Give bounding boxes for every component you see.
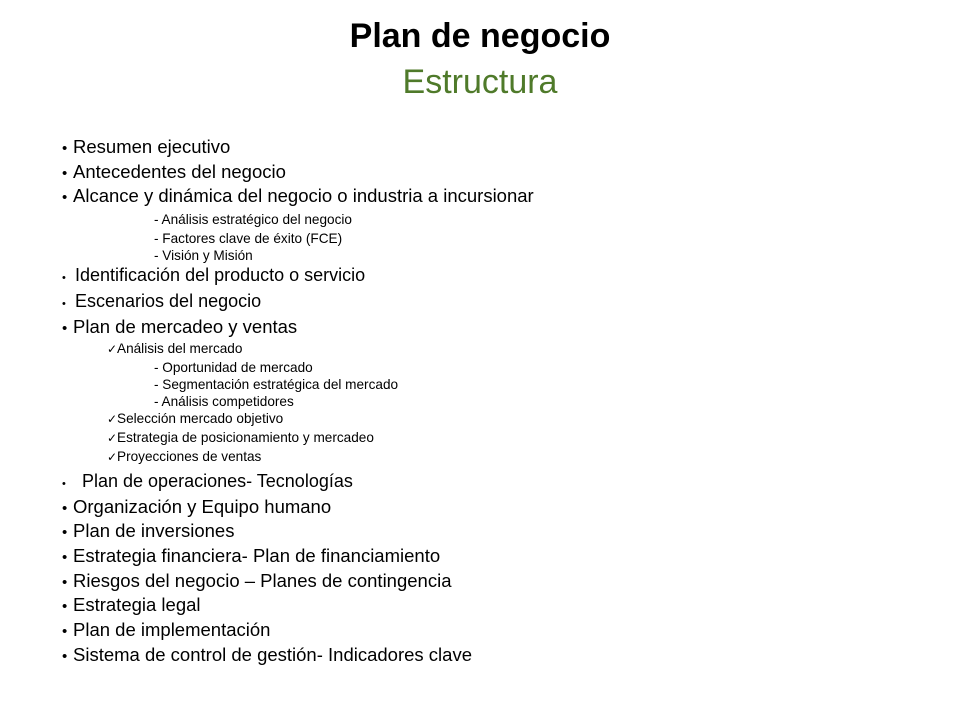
checklist-item-label: Estrategia de posicionamiento y mercadeo bbox=[117, 430, 374, 445]
list-item bbox=[62, 594, 922, 619]
bullet-icon: • bbox=[62, 164, 68, 182]
list-item bbox=[62, 185, 922, 210]
list-item-label: Riesgos del negocio – Planes de contingencia bbox=[73, 569, 452, 591]
checklist-item-label: Análisis del mercado bbox=[117, 341, 243, 357]
slide-subtitle: Estructura bbox=[402, 63, 558, 101]
list-item-label: Plan de inversiones bbox=[73, 520, 235, 542]
list-item bbox=[62, 644, 922, 669]
bullet-icon: • bbox=[62, 573, 68, 591]
bullet-icon: • bbox=[62, 189, 68, 207]
checkmark-icon: ✓ bbox=[107, 431, 118, 445]
list-item bbox=[62, 520, 922, 545]
list-item bbox=[62, 570, 922, 595]
checklist-item-label: Selección mercado objetivo bbox=[117, 411, 284, 427]
checkmark-icon: ✓ bbox=[107, 449, 118, 464]
bullet-icon: • bbox=[62, 477, 66, 490]
sub-item: - Factores clave de éxito (FCE) bbox=[154, 231, 343, 247]
list-item-label: Antecedentes del negocio bbox=[73, 160, 286, 182]
list-item bbox=[62, 264, 922, 290]
checklist-item-label: Proyecciones de ventas bbox=[117, 448, 262, 464]
bullet-icon: • bbox=[62, 524, 68, 542]
sub-item: - Oportunidad de mercado bbox=[154, 360, 313, 376]
checkmark-icon: ✓ bbox=[107, 342, 118, 357]
list-item-label: Sistema de control de gestión- Indicadores clave bbox=[73, 643, 472, 665]
outline-list bbox=[62, 136, 922, 669]
list-item-label: Resumen ejecutivo bbox=[73, 136, 231, 157]
list-item bbox=[62, 545, 922, 570]
bullet-icon: • bbox=[62, 319, 68, 337]
slide-title: Plan de negocio bbox=[349, 17, 611, 55]
checklist-item bbox=[62, 340, 922, 359]
bullet-icon: • bbox=[62, 499, 68, 517]
list-item-label: Identificación del producto o servicio bbox=[75, 264, 366, 285]
sub-item: - Análisis estratégico del negocio bbox=[154, 212, 352, 228]
list-item bbox=[62, 470, 922, 496]
list-item-label: Estrategia financiera- Plan de financiamiento bbox=[73, 545, 441, 566]
list-item bbox=[62, 496, 922, 521]
checklist-item bbox=[62, 429, 922, 448]
sub-item: - Visión y Misión bbox=[154, 248, 253, 264]
sub-item: - Segmentación estratégica del mercado bbox=[154, 377, 399, 393]
bullet-icon: • bbox=[62, 623, 68, 641]
list-item-label: Plan de mercadeo y ventas bbox=[73, 315, 298, 337]
list-item-label: Alcance y dinámica del negocio o industria a incursionar bbox=[73, 185, 534, 207]
list-item-label: Plan de operaciones- Tecnologías bbox=[82, 470, 353, 491]
checklist-item bbox=[62, 448, 922, 467]
bullet-icon: • bbox=[62, 598, 68, 616]
list-item bbox=[62, 619, 922, 644]
list-item-label: Estrategia legal bbox=[73, 594, 201, 616]
list-item bbox=[62, 290, 922, 316]
bullet-icon: • bbox=[62, 140, 68, 157]
list-item bbox=[62, 316, 922, 341]
checkmark-icon: ✓ bbox=[107, 412, 118, 427]
list-item-label: Plan de implementación bbox=[73, 619, 271, 641]
list-item-label: Escenarios del negocio bbox=[75, 290, 262, 311]
list-item-label: Organización y Equipo humano bbox=[73, 495, 332, 517]
bullet-icon: • bbox=[62, 549, 68, 566]
bullet-icon: • bbox=[62, 297, 66, 310]
sub-item: - Análisis competidores bbox=[154, 394, 294, 410]
bullet-icon: • bbox=[62, 271, 66, 284]
checklist-item bbox=[62, 410, 922, 429]
bullet-icon: • bbox=[62, 647, 68, 665]
list-item bbox=[62, 161, 922, 186]
list-item bbox=[62, 136, 922, 161]
